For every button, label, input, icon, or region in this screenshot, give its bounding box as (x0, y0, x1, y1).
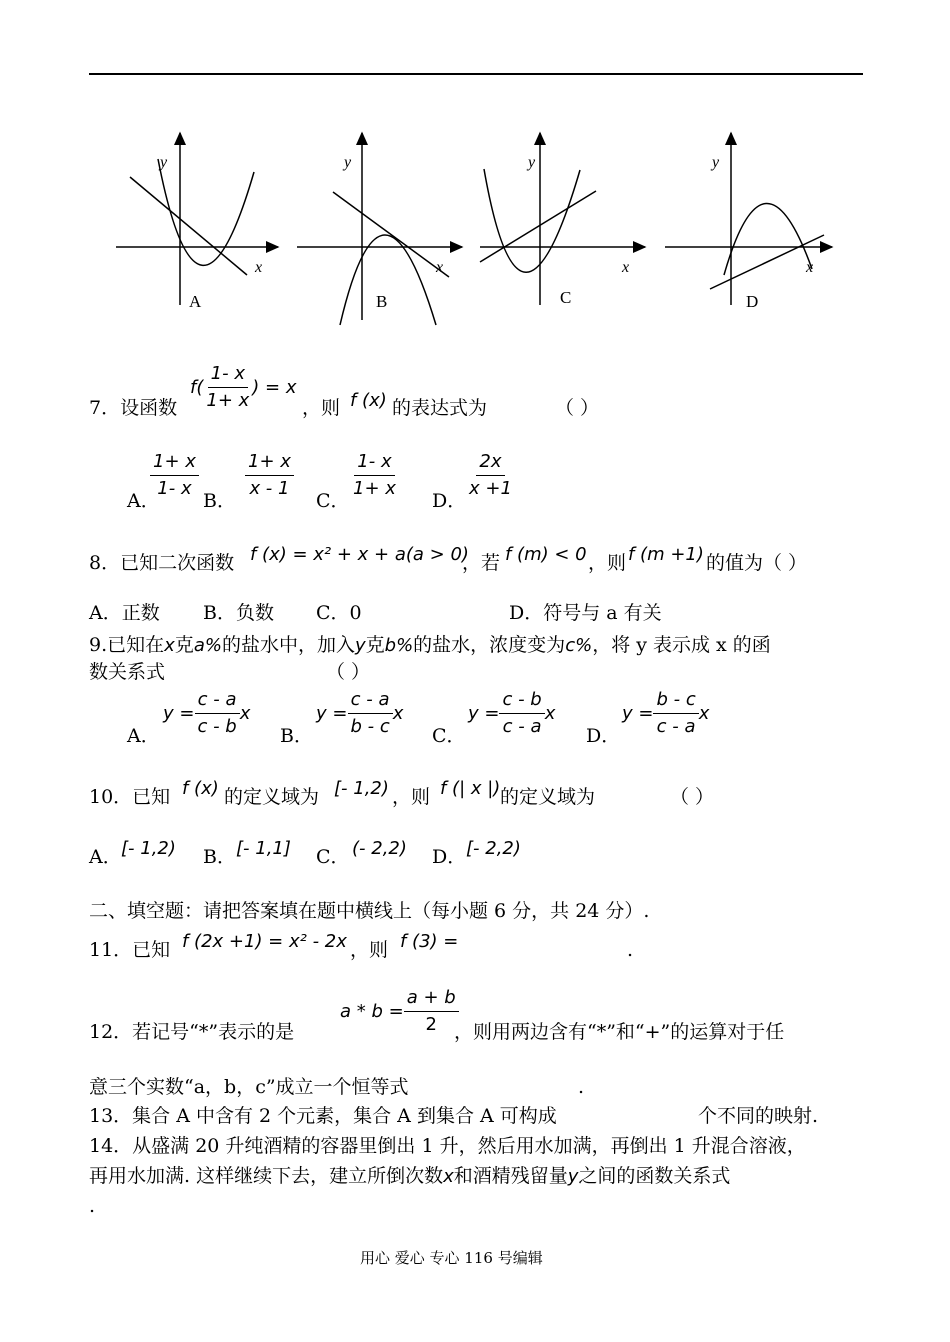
q7-option-d-num: 2x (476, 452, 504, 476)
graph-b-x-label: x (436, 259, 444, 276)
q9-option-c-den: c - a (502, 716, 542, 737)
q7-option-b-letter: B． (203, 490, 236, 512)
q9-option-b-num: c - a (348, 690, 393, 714)
graph-c-x-label: x (622, 259, 630, 276)
q9-option-d (622, 690, 709, 737)
q9-option-d-num: b - c (653, 690, 698, 714)
q11-prefix: 11．已知 (89, 939, 171, 961)
q10-domain: [- 1,2) (334, 778, 389, 799)
q9-option-a-lhs: y = (163, 703, 195, 724)
graph-b-line (333, 192, 449, 277)
q14-line2 (89, 1164, 730, 1189)
q7-option-a-letter: A． (127, 490, 160, 512)
q9-option-b-x: x (392, 703, 404, 724)
q7-rhs: ) = x (252, 377, 297, 398)
graph-c-parabola (484, 169, 580, 272)
q9-var-a: a% (193, 635, 222, 656)
graph-a-x-label: x (255, 259, 263, 276)
q10-option-b-letter: B． (203, 846, 236, 868)
q8-option-b: B．负数 (203, 602, 274, 624)
q9-option-a-den: c - b (197, 716, 237, 737)
q9-var-c: c% (565, 635, 593, 656)
q10-mid1: 的定义域为 (224, 786, 320, 808)
q9-option-c-x: x (544, 703, 556, 724)
q12-formula-num: a + b (404, 988, 459, 1012)
q7-option-a-num: 1+ x (150, 452, 199, 476)
graph-a-line (130, 177, 247, 275)
q10-fx: f (x) (182, 778, 219, 799)
q7-fx: f (x) (350, 390, 387, 411)
q9-option-b-letter: B． (280, 725, 313, 747)
graph-b (297, 133, 462, 325)
q9-var-x: x (164, 635, 175, 656)
q8-target: f (m +1) (628, 544, 704, 565)
graph-c (480, 133, 645, 307)
q7-option-b-den: x - 1 (249, 478, 290, 499)
graph-c-label: C (560, 288, 572, 307)
q7-answer-paren: （ ） (555, 397, 600, 419)
q7-then: ，则 (302, 397, 341, 419)
q9-seg-5: 的盐水，浓度变为 (413, 634, 566, 656)
q14-var-x: x (443, 1166, 454, 1187)
q9-line1 (89, 633, 771, 658)
q7-prefix: 7．设函数 (89, 397, 178, 419)
q9-option-c-letter: C． (432, 725, 466, 747)
q9-var-y: y (354, 635, 366, 656)
q7-option-a (150, 452, 199, 499)
graph-d-parabola (724, 203, 812, 275)
q11-target: f (3) = (400, 931, 459, 952)
q8-mid1: ，若 (462, 552, 501, 574)
graph-d-x-label: x (806, 259, 814, 276)
q8-option-a: A．正数 (89, 602, 160, 624)
q11-function: f (2x +1) = x² - 2x (182, 931, 347, 952)
q8-condition: f (m) < 0 (505, 544, 587, 565)
q10-fabs: f (| x |) (440, 778, 501, 799)
graph-b-parabola (340, 235, 436, 325)
q9-seg-3: 的盐水中，加入 (221, 634, 355, 656)
q7-frac-num: 1- x (208, 364, 248, 388)
q14-seg-3: 之间的函数关系式 (578, 1165, 731, 1187)
q8-option-c: C．0 (316, 602, 362, 624)
q7-suffix: 的表达式为 (392, 397, 488, 419)
graph-b-y-label: y (344, 154, 352, 171)
q7-frac-den: 1+ x (206, 390, 250, 411)
q7-option-b (245, 452, 294, 499)
section-2-heading: 二、填空题：请把答案填在题中横线上（每小题 6 分，共 24 分）. (89, 900, 650, 922)
q12-line2-end: . (578, 1076, 585, 1098)
graph-a-y-label: y (160, 154, 168, 171)
q9-option-b (316, 690, 403, 737)
q14-seg-2: 和酒精残留量 (453, 1165, 568, 1187)
q9-seg-2: 克 (174, 634, 194, 656)
q7-option-c (350, 452, 399, 499)
q9-option-c-lhs: y = (468, 703, 500, 724)
q10-option-d-letter: D． (432, 846, 467, 868)
graph-d (665, 133, 832, 311)
q10-option-c-value: (- 2,2) (352, 838, 407, 859)
q7-f: f (190, 377, 197, 398)
q10-mid2: ，则 (392, 786, 431, 808)
q14-line3: . (89, 1195, 96, 1217)
q12-line2: 意三个实数“a，b，c”成立一个恒等式 (89, 1076, 409, 1098)
q7-fraction (203, 364, 252, 411)
q9-option-a-x: x (239, 703, 251, 724)
q9-line2: 数关系式 (89, 661, 166, 683)
q9-option-b-den: b - c (350, 716, 390, 737)
q9-option-d-x: x (698, 703, 710, 724)
q7-option-d-den: x +1 (469, 478, 512, 499)
q12-formula (340, 988, 459, 1035)
q7-option-c-den: 1+ x (353, 478, 396, 499)
q9-seg-1: 9.已知在 (89, 634, 165, 656)
q8-mid2: ，则 (588, 552, 627, 574)
q9-option-c-num: c - b (499, 690, 544, 714)
q9-option-c (468, 690, 555, 737)
graph-c-y-label: y (528, 154, 536, 171)
q14-seg-1: 再用水加满. 这样继续下去，建立所倒次数 (89, 1165, 444, 1187)
q8-prefix: 8．已知二次函数 (89, 552, 235, 574)
q8-function: f (x) = x² + x + a(a > 0) (250, 544, 469, 565)
header-rule (89, 73, 863, 75)
q8-option-d: D．符号与 a 有关 (509, 602, 662, 624)
q14-line1: 14．从盛满 20 升纯酒精的容器里倒出 1 升，然后用水加满，再倒出 1 升混合溶液， (89, 1135, 806, 1157)
q13-end: 个不同的映射. (698, 1105, 819, 1127)
q12-line1-prefix: 12．若记号“*”表示的是 (89, 1021, 295, 1043)
q7-option-c-letter: C． (316, 490, 350, 512)
graph-figures (100, 125, 860, 335)
q10-option-c-letter: C． (316, 846, 350, 868)
q10-prefix: 10．已知 (89, 786, 171, 808)
q11-mid: ，则 (350, 939, 389, 961)
q9-var-b: b% (384, 635, 414, 656)
page-footer: 用心 爱心 专心 116 号编辑 (360, 1249, 543, 1267)
q9-option-a (163, 690, 250, 737)
q9-option-a-num: c - a (195, 690, 240, 714)
q14-var-y: y (567, 1166, 579, 1187)
q9-seg-6: ，将 y 表示成 x 的函 (592, 634, 771, 656)
graph-b-label: B (376, 292, 388, 311)
q9-option-a-letter: A． (127, 725, 160, 747)
q9-option-d-den: c - a (656, 716, 696, 737)
q9-option-d-letter: D． (586, 725, 621, 747)
graph-d-y-label: y (712, 154, 720, 171)
q7-option-c-num: 1- x (354, 452, 394, 476)
q11-end: . (627, 939, 634, 961)
q10-suffix: 的定义域为 (500, 786, 596, 808)
q7-formula: f ( $\frac{1- x}{1+ x}$ ) = x (190, 363, 297, 411)
q8-suffix: 的值为（ ） (706, 552, 808, 574)
q13-text: 13．集合 A 中含有 2 个元素，集合 A 到集合 A 可构成 (89, 1105, 557, 1127)
q9-option-b-lhs: y = (316, 703, 348, 724)
q9-seg-4: 克 (365, 634, 385, 656)
q12-formula-lhs: a * b = (340, 1001, 404, 1022)
q10-option-a-value: [- 1,2) (121, 838, 176, 859)
q9-option-d-lhs: y = (622, 703, 654, 724)
q10-option-a-letter: A． (89, 846, 122, 868)
q7-option-a-den: 1- x (157, 478, 192, 499)
q7-option-b-num: 1+ x (245, 452, 294, 476)
graph-d-label: D (746, 292, 759, 311)
q9-answer-paren: （ ） (326, 661, 371, 683)
q12-formula-den: 2 (425, 1014, 437, 1035)
q10-option-d-value: [- 2,2) (466, 838, 521, 859)
q7-option-d-letter: D． (432, 490, 467, 512)
q7-option-d (466, 452, 515, 499)
q10-answer-paren: （ ） (670, 786, 715, 808)
q12-line1-suffix: ，则用两边含有“*”和“+”的运算对于任 (454, 1021, 785, 1043)
graph-a-label: A (189, 292, 202, 311)
q10-option-b-value: [- 1,1] (236, 838, 291, 859)
graph-a (116, 133, 278, 311)
